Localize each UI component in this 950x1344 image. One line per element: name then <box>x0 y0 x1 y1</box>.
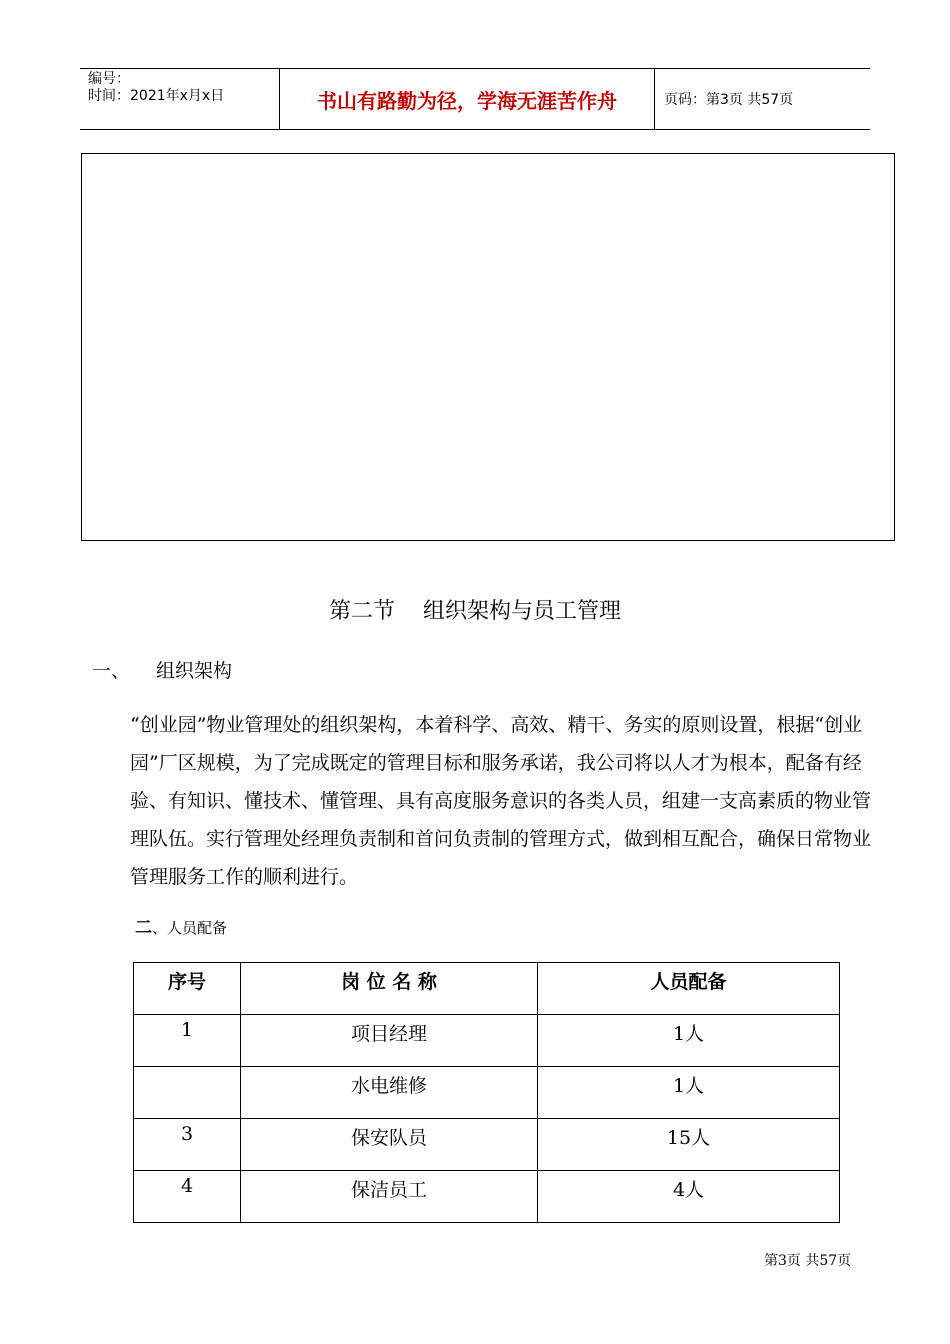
column-header-no: 序号 <box>134 963 241 1015</box>
cell-no <box>134 1067 241 1119</box>
org-paragraph-block <box>92 706 872 896</box>
staffing-heading-text: 、人员配备 <box>152 919 228 937</box>
org-paragraph: “创业园”物业管理处的组织架构，本着科学、高效、精干、务实的原则设置，根据“创业园”厂区规模，为了完成既定的管理目标和服务承诺，我公司将以人才为根本，配备有经验、有知识、懂技术、懂管理、具有高度服务意识的各类人员，组建一支高素质的物业管理队伍。实行管理处经理负责制和首问负责制的管理方式，做到相互配合，确保日常物业管理服务工作的顺利进行。 <box>130 714 872 888</box>
cell-position: 保安队员 <box>241 1119 538 1171</box>
cell-count: 15人 <box>538 1119 840 1171</box>
column-header-count: 人员配备 <box>538 963 840 1015</box>
staffing-heading-number: 二 <box>135 918 152 938</box>
table-header-row <box>134 963 840 1015</box>
page-header <box>80 68 870 130</box>
section-title: 第二节 组织架构与员工管理 <box>329 599 621 624</box>
cell-position: 保洁员工 <box>241 1171 538 1223</box>
header-page-info: 页码：第3页 共57页 <box>664 92 794 108</box>
table-row <box>134 1067 840 1119</box>
cell-count: 1人 <box>538 1067 840 1119</box>
column-header-position: 岗 位 名 称 <box>241 963 538 1015</box>
org-heading-number: 一、 <box>92 660 131 682</box>
cell-position: 水电维修 <box>241 1067 538 1119</box>
cell-no: 4 <box>134 1171 241 1223</box>
org-chart-frame <box>81 153 895 541</box>
cell-position: 项目经理 <box>241 1015 538 1067</box>
cell-no: 3 <box>134 1119 241 1171</box>
staffing-heading <box>135 913 227 938</box>
table-row <box>134 1171 840 1223</box>
document-time-label: 时间：2021年x月x日 <box>88 88 225 104</box>
cell-count: 4人 <box>538 1171 840 1223</box>
document-number-label: 编号： <box>88 71 130 87</box>
header-meta <box>80 69 280 129</box>
header-motto: 书山有路勤为径，学海无涯苦作舟 <box>280 69 655 129</box>
page-footer: 第3页 共57页 <box>764 1253 852 1269</box>
table-row <box>134 1119 840 1171</box>
org-heading-text: 组织架构 <box>156 660 233 682</box>
org-heading <box>92 656 232 683</box>
cell-count: 1人 <box>538 1015 840 1067</box>
table-row <box>134 1015 840 1067</box>
cell-no: 1 <box>134 1015 241 1067</box>
staffing-table <box>133 962 840 1223</box>
